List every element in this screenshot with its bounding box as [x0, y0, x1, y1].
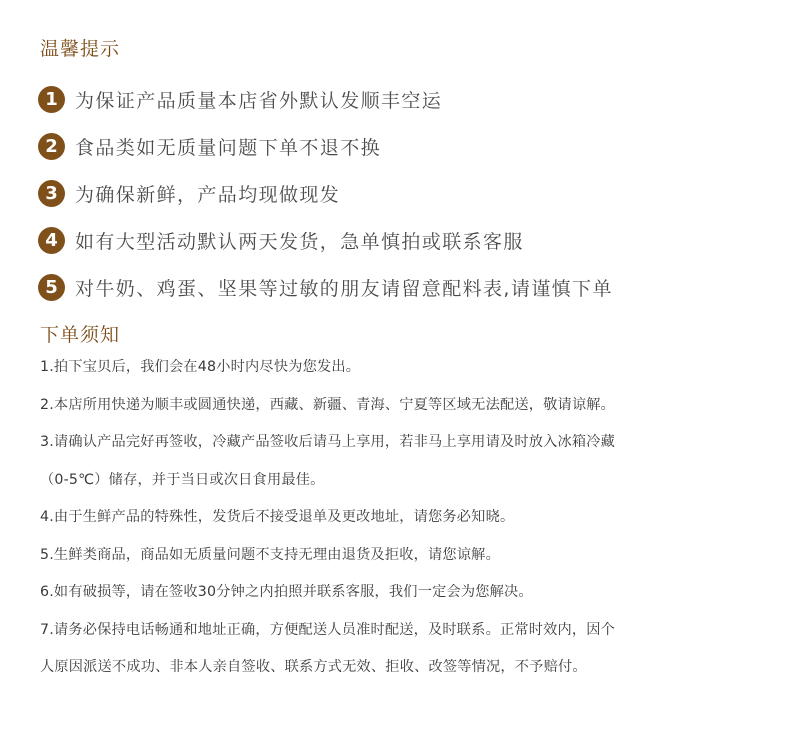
notice-line: 人原因派送不成功、非本人亲自签收、联系方式无效、拒收、改签等情况，不予赔付。 — [40, 659, 587, 675]
tip-text: 如有大型活动默认两天发货，急单慎拍或联系客服 — [75, 231, 524, 253]
notice-title: 下单须知 — [40, 324, 121, 346]
tip-item — [38, 217, 613, 264]
notice-line: 5.生鲜类商品，商品如无质量问题不支持无理由退货及拒收，请您谅解。 — [40, 546, 500, 563]
tip-item — [38, 76, 613, 123]
tips-list — [38, 76, 613, 311]
tip-number-badge: 4 — [38, 227, 65, 254]
notice-list — [40, 349, 760, 687]
notice-line: 7.请务必保持电话畅通和地址正确，方便配送人员准时配送，及时联系。正常时效内，因个 — [40, 621, 616, 638]
tip-number-badge: 2 — [38, 133, 65, 160]
tip-number-badge: 1 — [38, 86, 65, 113]
notice-line: （0-5℃）储存，并于当日或次日食用最佳。 — [40, 471, 325, 488]
tip-text: 为保证产品质量本店省外默认发顺丰空运 — [75, 90, 443, 112]
tip-item — [38, 170, 613, 217]
tip-item — [38, 123, 613, 170]
tip-text: 食品类如无质量问题下单不退不换 — [75, 137, 382, 159]
tip-number-badge: 3 — [38, 180, 65, 207]
notice-line: 6.如有破损等，请在签收30分钟之内拍照并联系客服，我们一定会为您解决。 — [40, 584, 533, 600]
tip-item — [38, 264, 613, 311]
notice-line: 2.本店所用快递为顺丰或圆通快递，西藏、新疆、青海、宁夏等区域无法配送，敬请谅解。 — [40, 396, 616, 413]
notice-line: 4.由于生鲜产品的特殊性，发货后不接受退单及更改地址，请您务必知晓。 — [40, 509, 515, 525]
notice-line: 1.拍下宝贝后，我们会在48小时内尽快为您发出。 — [40, 359, 361, 375]
tips-title: 温馨提示 — [40, 38, 121, 60]
tip-number-badge: 5 — [38, 274, 65, 301]
tip-text: 对牛奶、鸡蛋、坚果等过敏的朋友请留意配料表,请谨慎下单 — [75, 278, 613, 300]
tip-text: 为确保新鲜，产品均现做现发 — [75, 184, 341, 206]
notice-line: 3.请确认产品完好再签收，冷藏产品签收后请马上享用，若非马上享用请及时放入冰箱冷藏 — [40, 434, 616, 450]
